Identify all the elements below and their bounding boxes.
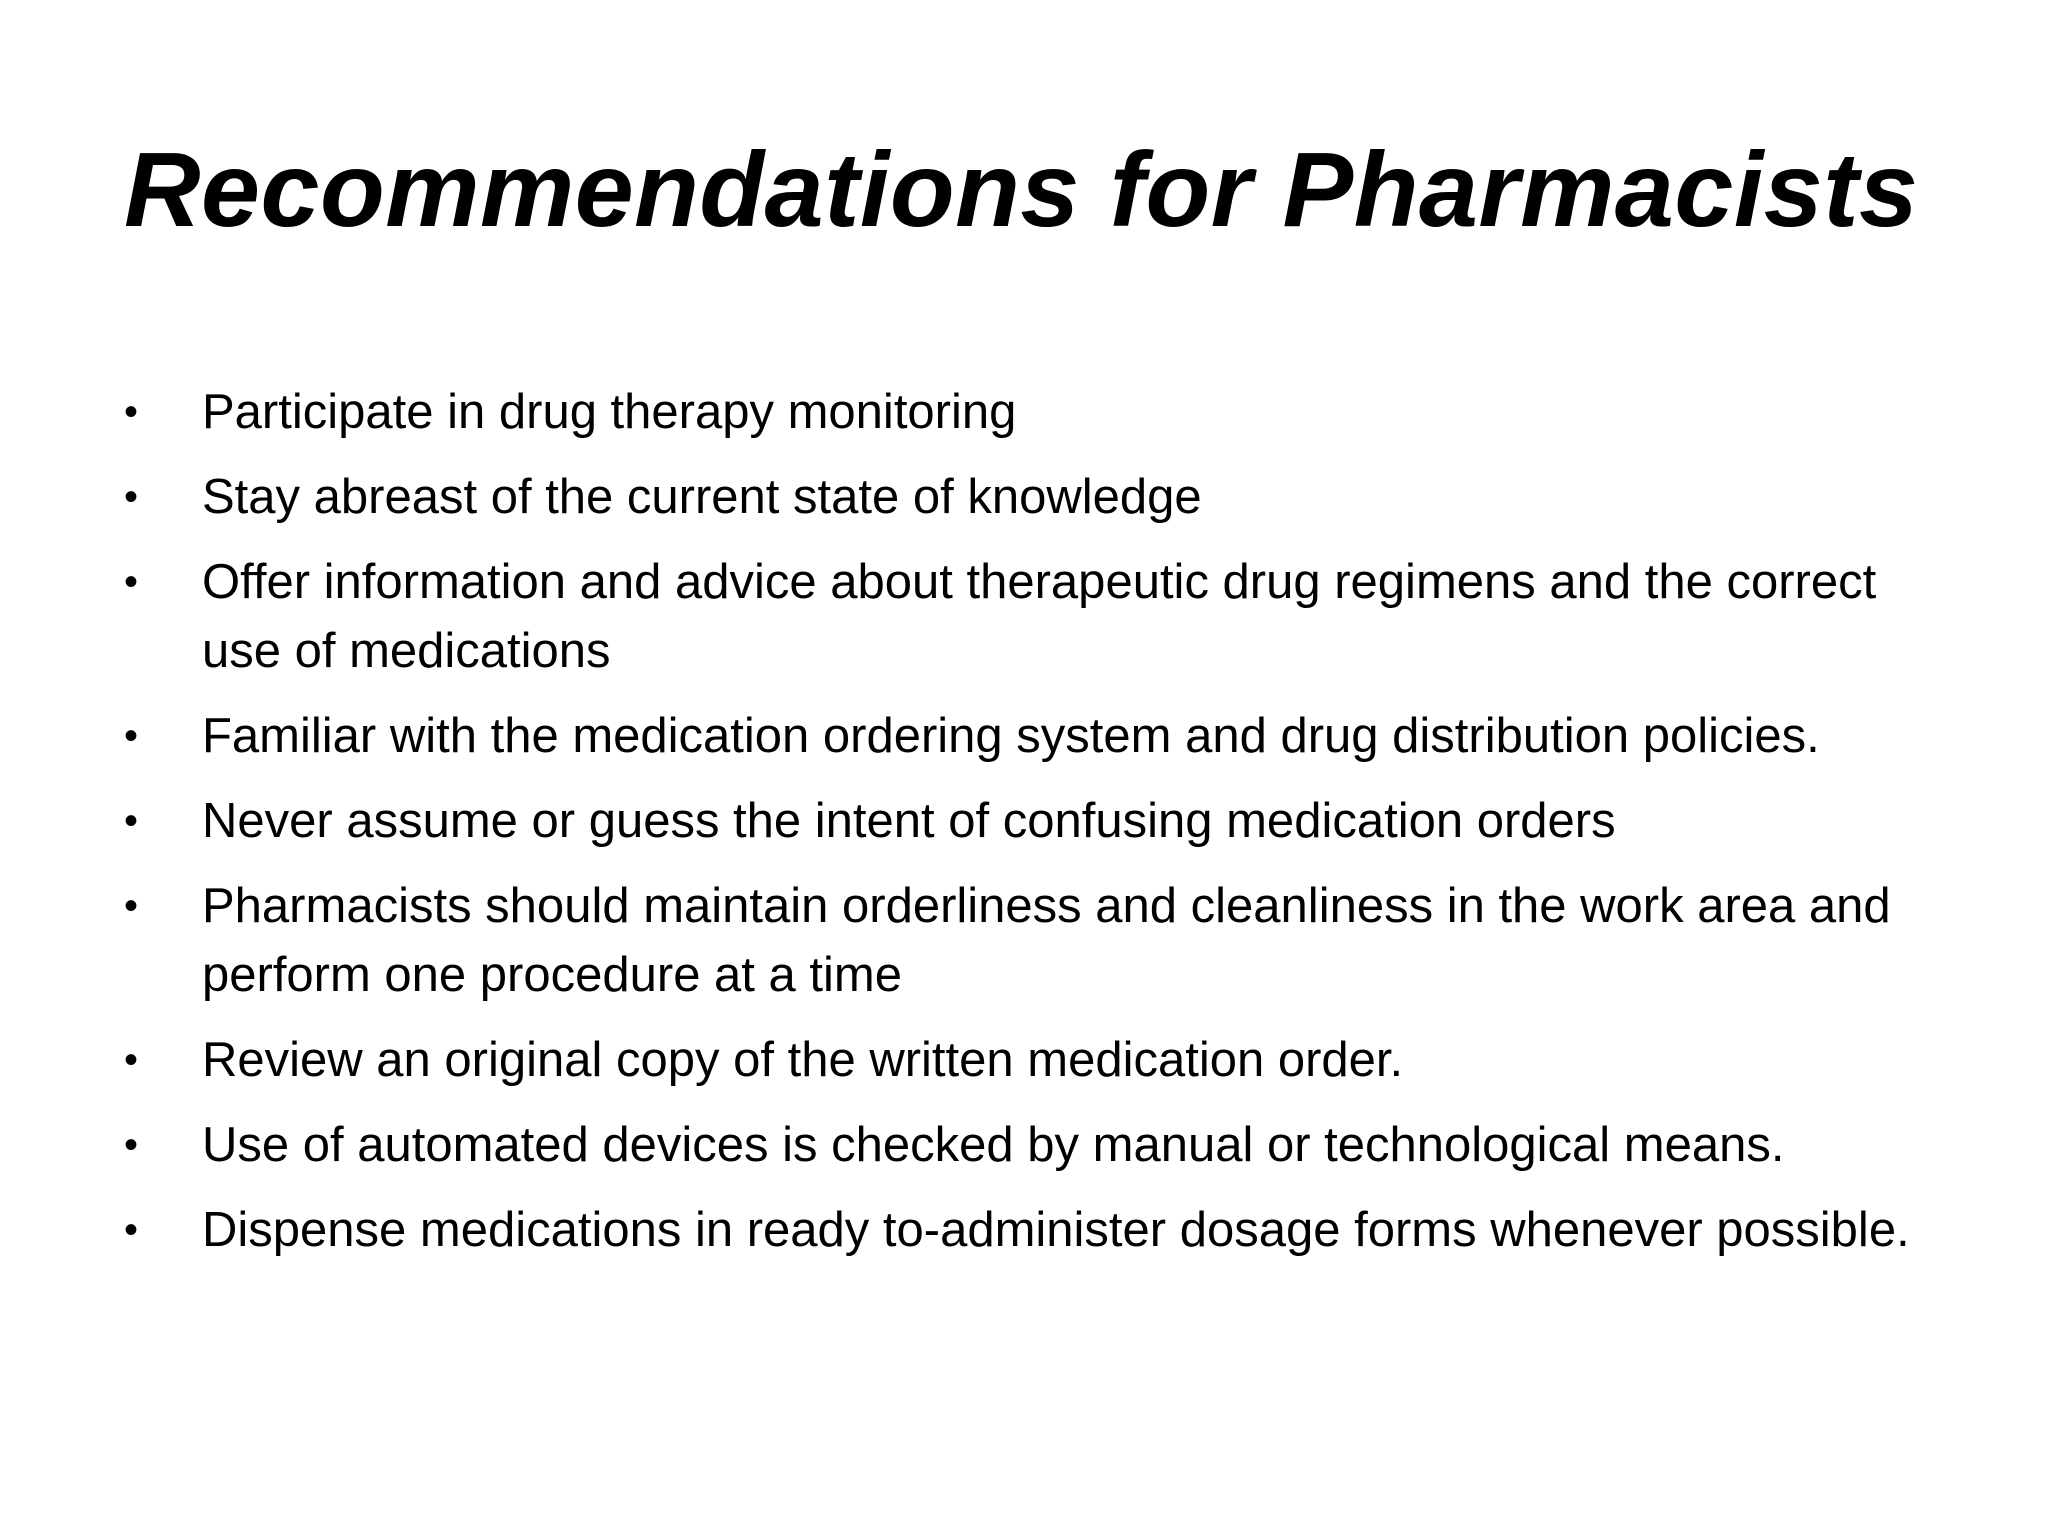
list-item: [124, 463, 1924, 532]
bullet-list: [124, 378, 1924, 1281]
list-item: [124, 548, 1924, 686]
bullet-dot-icon: •: [124, 714, 139, 758]
bullet-dot-icon: •: [124, 475, 139, 519]
bullet-dot-icon: •: [124, 799, 139, 843]
bullet-text: Review an original copy of the written medication order.: [202, 1033, 1404, 1087]
list-item: [124, 1026, 1924, 1095]
bullet-text: Offer information and advice about therapeutic drug regimens and the correct use of medications: [202, 555, 1877, 678]
list-item: [124, 1111, 1924, 1180]
bullet-dot-icon: •: [124, 560, 139, 604]
bullet-text: Stay abreast of the current state of knowledge: [202, 470, 1202, 524]
bullet-text: Use of automated devices is checked by manual or technological means.: [202, 1118, 1785, 1172]
bullet-dot-icon: •: [124, 1038, 139, 1082]
bullet-text: Never assume or guess the intent of confusing medication orders: [202, 794, 1616, 848]
bullet-dot-icon: •: [124, 1123, 139, 1167]
list-item: [124, 378, 1924, 447]
list-item: [124, 702, 1924, 771]
bullet-dot-icon: •: [124, 884, 139, 928]
bullet-text: Familiar with the medication ordering system and drug distribution policies.: [202, 709, 1820, 763]
list-item: [124, 872, 1924, 1010]
list-item: [124, 787, 1924, 856]
bullet-text: Dispense medications in ready to-administer dosage forms whenever possible.: [202, 1203, 1910, 1257]
bullet-text: Pharmacists should maintain orderliness and cleanliness in the work area and perform one procedure at a time: [202, 879, 1891, 1002]
list-item: [124, 1196, 1924, 1265]
bullet-text: Participate in drug therapy monitoring: [202, 385, 1017, 439]
bullet-dot-icon: •: [124, 390, 139, 434]
bullet-dot-icon: •: [124, 1208, 139, 1252]
slide-title: Recommendations for Pharmacists: [124, 131, 1919, 249]
